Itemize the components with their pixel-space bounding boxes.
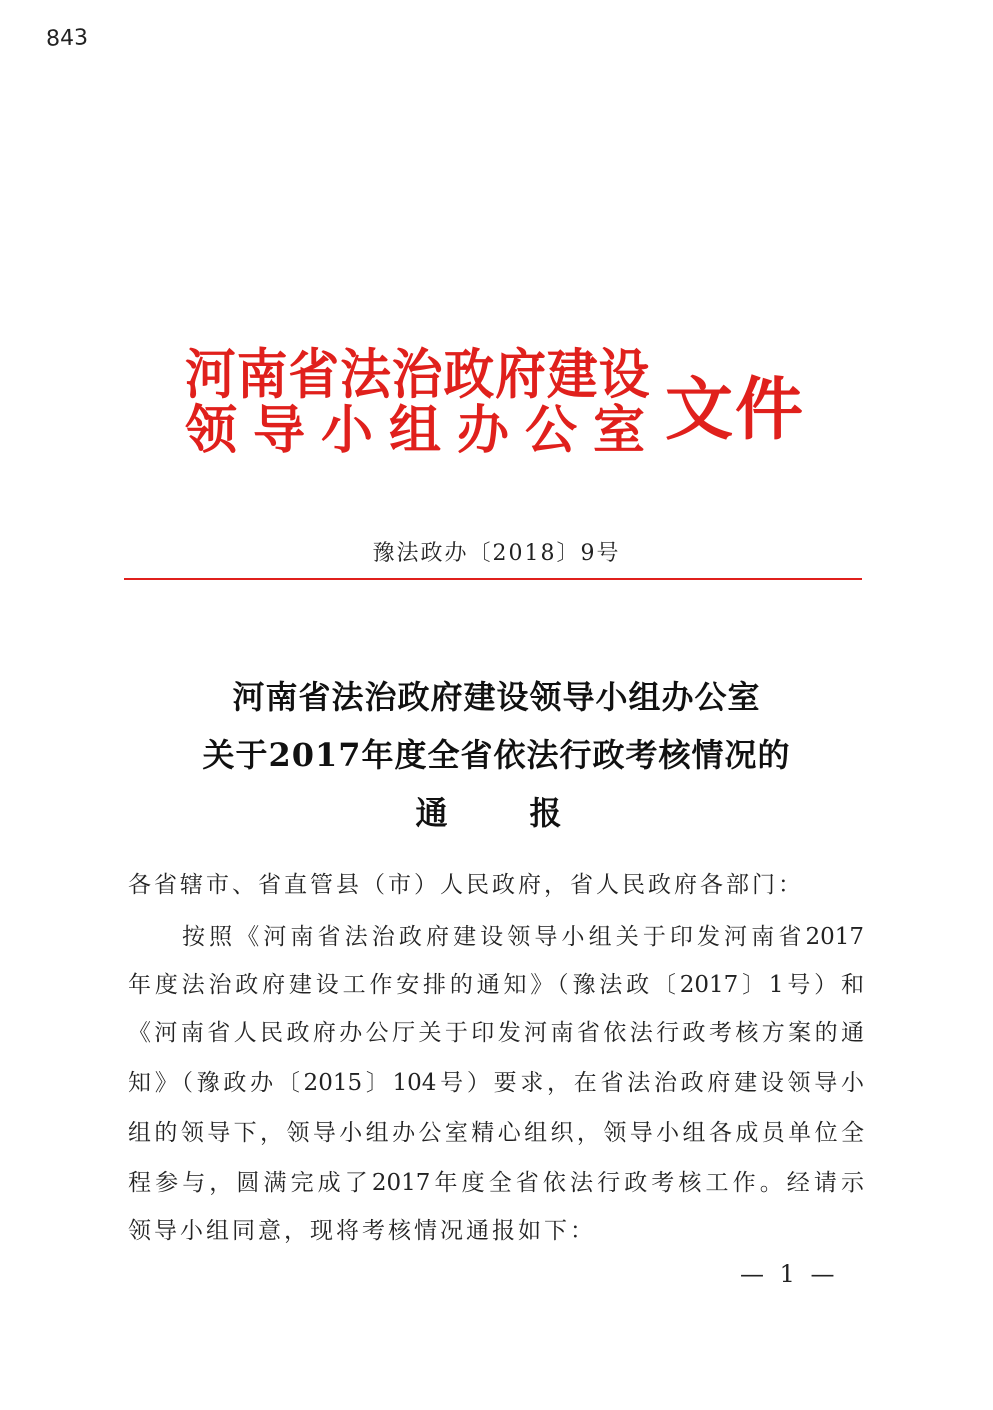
title-line-3	[0, 788, 985, 834]
body-paragraph-line: 组的领导下，领导小组办公室精心组织，领导小组各成员单位全	[128, 1120, 864, 1146]
body-paragraph-line: 年度法治政府建设工作安排的通知》（豫法政〔2017〕1号）和	[128, 972, 864, 998]
issuer-document-suffix: 文件	[665, 370, 806, 450]
salutation: 各省辖市、省直管县（市）人民政府，省人民政府各部门：	[128, 872, 804, 898]
document-number: 豫法政办〔2018〕9号	[372, 541, 621, 566]
handwritten-page-note: 843	[45, 25, 89, 52]
title-word-bao: 报	[529, 794, 562, 832]
title-line-2: 关于2017年度全省依法行政考核情况的	[202, 736, 791, 774]
body-paragraph-line: 领导小组同意，现将考核情况通报如下：	[128, 1218, 596, 1244]
issuer-name-line2: 领导小组办公室	[185, 400, 662, 461]
page-number: — 1 —	[740, 1260, 839, 1288]
issuer-header	[185, 332, 825, 461]
body-paragraph-line: 程参与，圆满完成了2017年度全省依法行政考核工作。经请示	[128, 1170, 864, 1196]
body-paragraph-line: 知》（豫政办〔2015〕104号）要求，在省法治政府建设领导小	[128, 1070, 864, 1096]
title-word-tong: 通	[415, 794, 448, 832]
body-paragraph-line: 按照《河南省法治政府建设领导小组关于印发河南省2017	[182, 924, 864, 950]
body-paragraph-line: 《河南省人民政府办公厅关于印发河南省依法行政考核方案的通	[128, 1020, 864, 1046]
title-line-1: 河南省法治政府建设领导小组办公室	[232, 678, 761, 716]
issuer-name-line1: 河南省法治政府建设	[185, 342, 651, 406]
red-divider-line	[124, 578, 862, 580]
